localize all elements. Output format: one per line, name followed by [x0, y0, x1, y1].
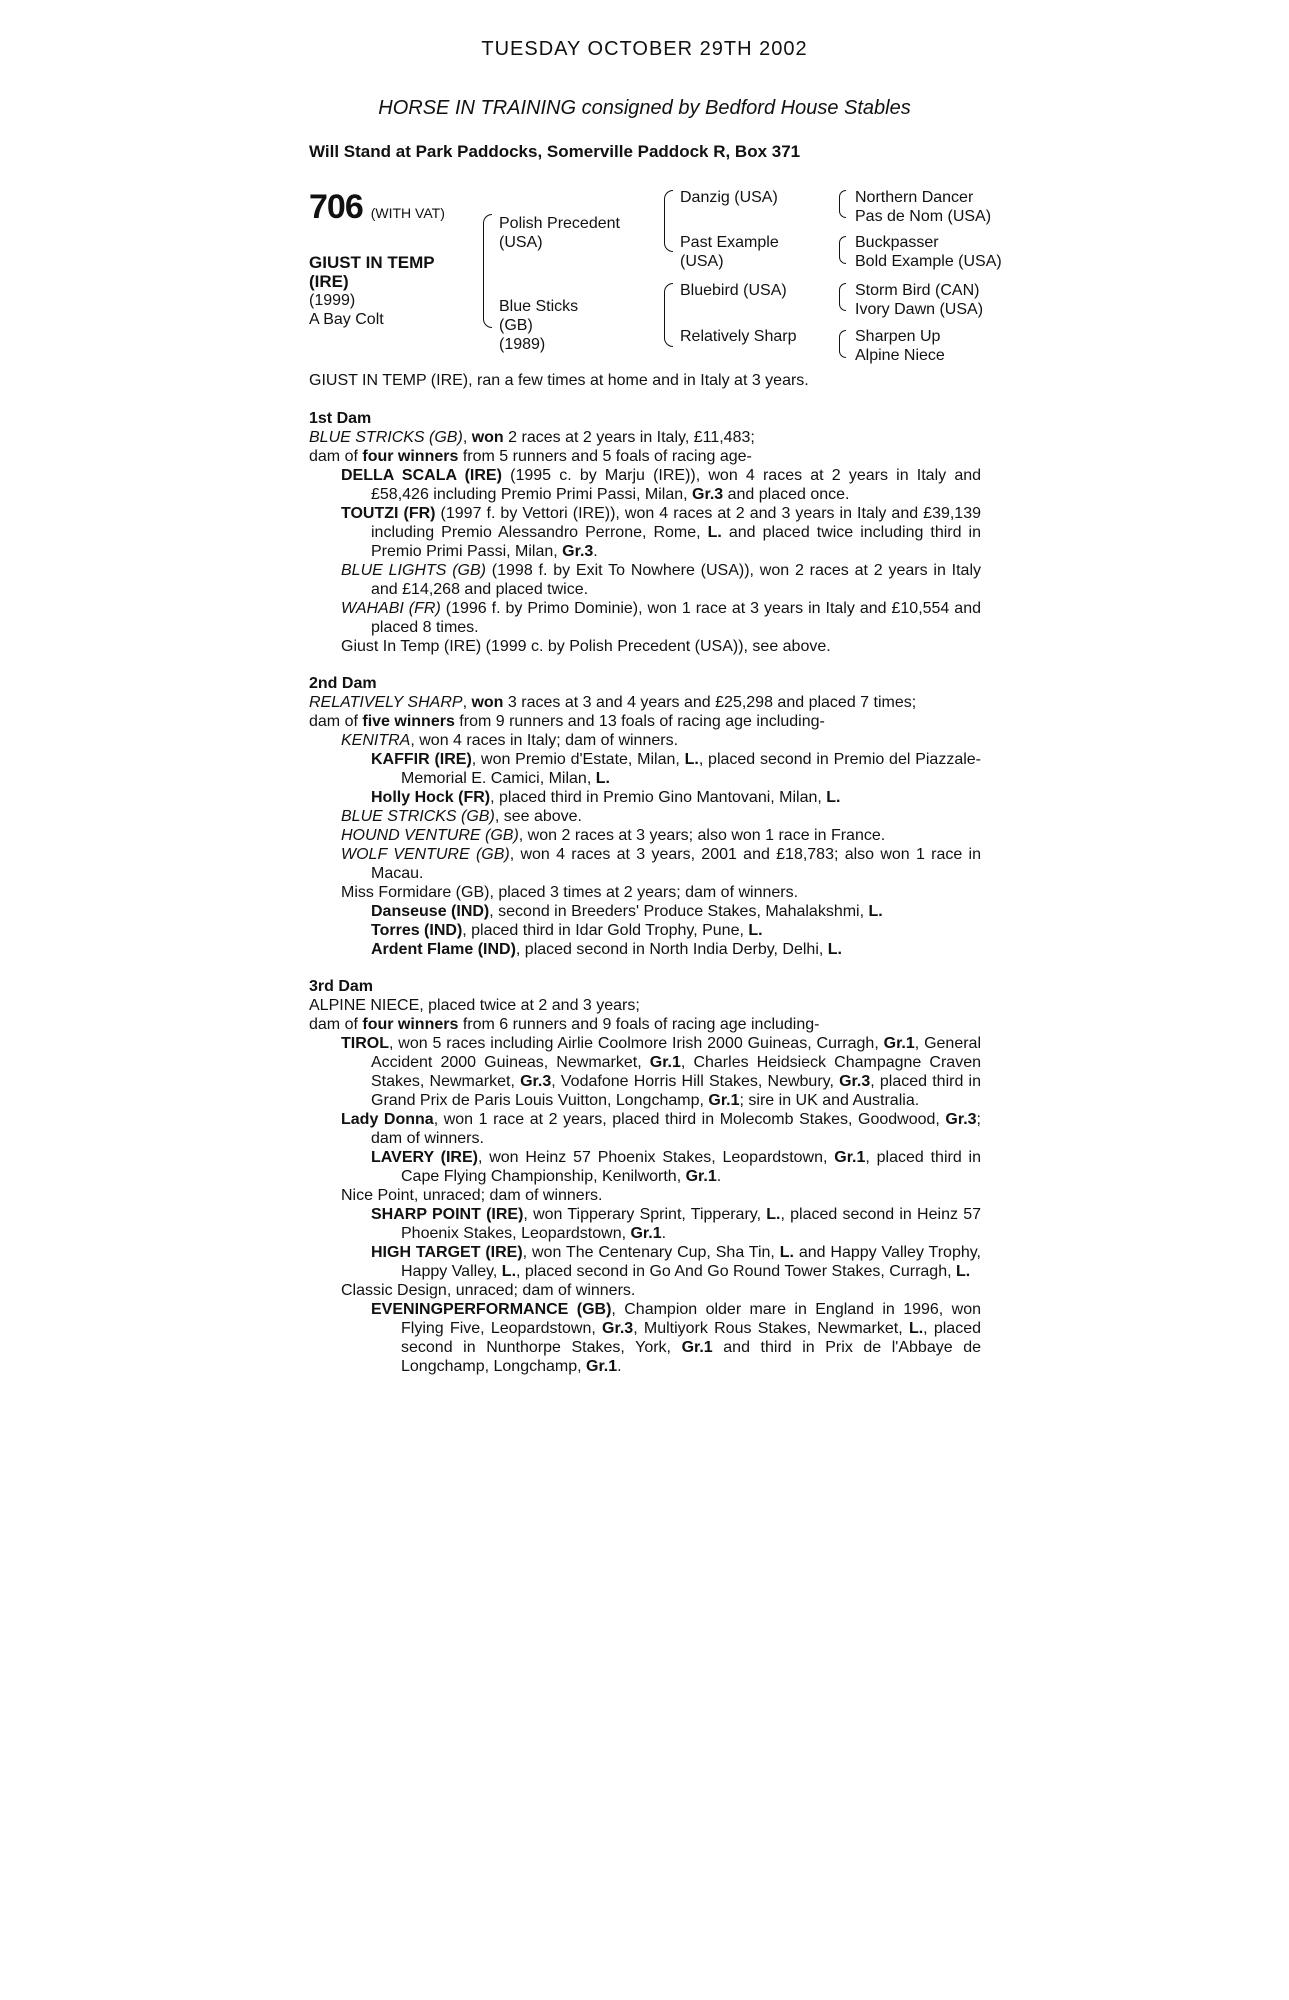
text: (1995 c. by Marju (IRE)), won 4 races at 2 years in Italy and £58,426 including Premio Primi Passi, Milan, [371, 467, 982, 503]
sire-dam-country: (USA) [680, 253, 724, 270]
produce-entry [309, 1148, 981, 1186]
produce-entry [309, 466, 981, 504]
second-dam-heading: 2nd Dam [309, 675, 377, 692]
text: , placed second in North India Derby, Delhi, [515, 941, 828, 958]
text: , placed third in Idar Gold Trophy, Pune, [462, 922, 749, 939]
text: , Multiyork Rous Stakes, Newmarket, [633, 1320, 909, 1337]
grade: Gr.1 [630, 1225, 662, 1242]
grade: L. [826, 789, 841, 806]
pedigree-sire-sire: Danzig (USA) [680, 189, 778, 206]
pedigree-dam [499, 297, 578, 354]
consignment-line: HORSE IN TRAINING consigned by Bedford House Stables [378, 97, 911, 119]
grade: L. [684, 751, 699, 768]
horse-name: GIUST IN TEMP [309, 253, 435, 272]
text: Classic Design, unraced; dam of winners. [341, 1282, 636, 1299]
progeny-name: Lady Donna [341, 1111, 434, 1128]
first-dam-heading: 1st Dam [309, 410, 372, 427]
text: ; sire in UK and Australia. [739, 1092, 920, 1109]
text: , Charles Heidsieck Champagne Craven Stakes, Newmarket, [371, 1054, 981, 1090]
horse-identity [309, 253, 469, 329]
second-dam-record: RELATIVELY SHARP, won 3 races at 3 and 4 years and £25,298 and placed 7 times; [309, 694, 917, 711]
won-label: won [471, 429, 504, 446]
grade: Gr.3 [945, 1111, 977, 1128]
text: and Happy Valley Trophy, Happy Valley, [401, 1244, 981, 1280]
produce-entry [309, 599, 981, 637]
text: . [661, 1225, 667, 1242]
text: . [593, 543, 598, 560]
lot-number: 706 [309, 188, 363, 226]
progeny-name: HOUND VENTURE (GB) [341, 827, 519, 844]
second-dam-produce [309, 712, 981, 731]
second-dam-section [309, 674, 981, 959]
produce-entry [309, 1034, 981, 1110]
pedigree-dss: Storm Bird (CAN) [855, 282, 980, 299]
pedigree-sire-dam [680, 233, 779, 271]
grade: L. [955, 1263, 971, 1280]
text: , won 2 races at 3 years; also won 1 race in France. [518, 827, 886, 844]
grade: Gr.3 [692, 486, 724, 503]
progeny-name: LAVERY (IRE) [371, 1149, 478, 1166]
text: , won Heinz 57 Phoenix Stakes, Leopardstown, [477, 1149, 835, 1166]
pedigree-brace-dam [664, 283, 673, 347]
grade: Gr.1 [834, 1149, 866, 1166]
pedigree-ssd: Pas de Nom (USA) [855, 208, 992, 225]
grade: Gr.1 [685, 1168, 717, 1185]
text: , won 1 race at 2 years, placed third in Molecomb Stakes, Goodwood, [433, 1111, 946, 1128]
winners-count: four winners [362, 448, 459, 465]
progeny-name: KENITRA [341, 732, 411, 749]
text: , placed second in Nunthorpe Stakes, York, [401, 1320, 981, 1356]
progeny-name: BLUE STRICKS (GB) [341, 808, 495, 825]
produce-entry [309, 731, 981, 750]
text: Giust In Temp (IRE) (1999 c. by Polish Precedent (USA)), see above. [341, 638, 831, 655]
text: Nice Point, unraced; dam of winners. [341, 1187, 603, 1204]
text: dam of [309, 713, 363, 730]
text: , won Premio d'Estate, Milan, [471, 751, 685, 768]
produce-entry [309, 826, 981, 845]
text: , won The Centenary Cup, Sha Tin, [522, 1244, 780, 1261]
grade: Gr.3 [839, 1073, 871, 1090]
pedigree-dam-dam: Relatively Sharp [680, 328, 797, 345]
produce-entry [309, 845, 981, 883]
pedigree-brace-sire [664, 190, 673, 252]
produce-entry [309, 902, 981, 921]
pedigree-ddd: Alpine Niece [855, 347, 945, 364]
grade: L. [827, 941, 842, 958]
first-dam-section [309, 409, 981, 656]
won-label: won [471, 694, 504, 711]
sire-country: (USA) [499, 234, 543, 251]
vat-note: (WITH VAT) [370, 205, 445, 221]
progeny-name: Ardent Flame (IND) [371, 941, 516, 958]
grade: Gr.1 [708, 1092, 740, 1109]
produce-entry [309, 1243, 981, 1281]
text: , placed second in Heinz 57 Phoenix Stakes, Leopardstown, [401, 1206, 981, 1242]
text: from 5 runners and 5 foals of racing age- [458, 448, 752, 465]
produce-entry [309, 750, 981, 788]
third-dam-produce [309, 1015, 981, 1034]
third-dam-heading: 3rd Dam [309, 978, 374, 995]
grade: L. [766, 1206, 781, 1223]
progeny-name: SHARP POINT (IRE) [371, 1206, 524, 1223]
grade: L. [779, 1244, 794, 1261]
produce-entry [309, 921, 981, 940]
progeny-name: HIGH TARGET (IRE) [371, 1244, 523, 1261]
produce-entry [309, 504, 981, 561]
grade: L. [868, 903, 883, 920]
horse-description: A Bay Colt [309, 311, 384, 328]
pedigree-brace-main [483, 214, 492, 328]
first-dam-record: BLUE STRICKS (GB), won 2 races at 2 years in Italy, £11,483; [309, 429, 755, 446]
progeny-name: Holly Hock (FR) [371, 789, 491, 806]
text: (1998 f. by Exit To Nowhere (USA)), won 2 races at 2 years in Italy and £14,268 and placed twice. [371, 562, 982, 598]
dam-name: RELATIVELY SHARP [309, 694, 463, 711]
text: dam of [309, 448, 363, 465]
horse-country: (IRE) [309, 272, 349, 291]
grade: L. [908, 1320, 924, 1337]
produce-entry [309, 1205, 981, 1243]
dam-name: Blue Sticks [499, 298, 579, 315]
grade: L. [595, 770, 610, 787]
progeny-name: WAHABI (FR) [341, 600, 441, 617]
progeny-name: BLUE LIGHTS (GB) [341, 562, 486, 579]
grade: Gr.1 [681, 1339, 713, 1356]
stand-location: Will Stand at Park Paddocks, Somerville Paddock R, Box 371 [309, 142, 801, 161]
text: , see above. [494, 808, 582, 825]
pedigree-sss: Northern Dancer [855, 189, 974, 206]
sale-date: TUESDAY OCTOBER 29TH 2002 [481, 38, 808, 60]
text: , placed second in Premio del Piazzale-Memorial E. Camici, Milan, [401, 751, 982, 787]
text: ; dam of winners. [371, 1111, 981, 1147]
progeny-name: TOUTZI (FR) [341, 505, 436, 522]
progeny-name: Torres (IND) [371, 922, 463, 939]
record-text: 2 races at 2 years in Italy, £11,483; [503, 429, 755, 446]
progeny-name: Danseuse (IND) [371, 903, 490, 920]
text: . [617, 1358, 622, 1375]
pedigree-sds: Buckpasser [855, 234, 939, 251]
text: and third in Prix de l'Abbaye de Longchamp, Longchamp, [401, 1339, 981, 1375]
dam-name: BLUE STRICKS (GB) [309, 429, 463, 446]
produce-entry [309, 883, 981, 902]
winners-count: five winners [362, 713, 455, 730]
grade: L. [707, 524, 722, 541]
sire-dam-name: Past Example [680, 234, 779, 251]
text: , General Accident 2000 Guineas, Newmarket, [371, 1035, 981, 1071]
lot-number-block [309, 188, 445, 227]
text: Miss Formidare (GB), placed 3 times at 2 years; dam of winners. [341, 884, 799, 901]
pedigree-dsd: Ivory Dawn (USA) [855, 301, 984, 318]
first-dam-produce [309, 447, 981, 466]
grade: Gr.1 [883, 1035, 915, 1052]
text: (1996 f. by Primo Dominie), won 1 race at 3 years in Italy and £10,554 and placed 8 times. [371, 600, 981, 636]
text: and placed once. [723, 486, 850, 503]
grade: Gr.1 [586, 1358, 618, 1375]
produce-entry [309, 1281, 981, 1300]
text: (1997 f. by Vettori (IRE)), won 4 races at 2 and 3 years in Italy and £39,139 including Premio Alessandro Perrone, Rome, [371, 505, 981, 541]
dam-country: (GB) [499, 317, 533, 334]
text: , second in Breeders' Produce Stakes, Mahalakshmi, [489, 903, 869, 920]
pedigree-brace-dd [839, 330, 846, 358]
produce-entry [309, 561, 981, 599]
horse-summary: GIUST IN TEMP (IRE), ran a few times at home and in Italy at 3 years. [309, 372, 809, 389]
text: , placed third in Premio Gino Mantovani, Milan, [490, 789, 827, 806]
progeny-name: KAFFIR (IRE) [371, 751, 472, 768]
text: , placed third in Grand Prix de Paris Louis Vuitton, Longchamp, [371, 1073, 981, 1109]
produce-entry [309, 940, 981, 959]
pedigree-brace-sd [839, 236, 846, 264]
produce-entry [309, 637, 981, 656]
winners-count: four winners [362, 1016, 459, 1033]
produce-entry [309, 1300, 981, 1376]
progeny-name: TIROL [341, 1035, 389, 1052]
text: and placed twice including third in Premio Primi Passi, Milan, [371, 524, 981, 560]
text: , placed third in Cape Flying Championship, Kenilworth, [401, 1149, 981, 1185]
third-dam-section [309, 977, 981, 1376]
sire-name: Polish Precedent [499, 215, 620, 232]
pedigree-brace-ss [839, 190, 846, 218]
pedigree-dds: Sharpen Up [855, 328, 941, 345]
grade: L. [748, 922, 763, 939]
text: , won 4 races at 3 years, 2001 and £18,783; also won 1 race in Macau. [371, 846, 981, 882]
pedigree-dam-sire: Bluebird (USA) [680, 282, 787, 299]
dam-year: (1989) [499, 336, 546, 353]
third-dam-record: ALPINE NIECE, placed twice at 2 and 3 years; [309, 997, 640, 1014]
produce-entry [309, 1186, 981, 1205]
grade: Gr.1 [649, 1054, 681, 1071]
grade: Gr.3 [562, 543, 594, 560]
grade: Gr.3 [602, 1320, 634, 1337]
text: , won 4 races in Italy; dam of winners. [410, 732, 679, 749]
text: . [716, 1168, 722, 1185]
produce-entry [309, 807, 981, 826]
progeny-name: WOLF VENTURE (GB) [341, 846, 510, 863]
text: , won Tipperary Sprint, Tipperary, [523, 1206, 767, 1223]
text: , placed second in Go And Go Round Tower Stakes, Curragh, [516, 1263, 956, 1280]
produce-entry [309, 1110, 981, 1148]
text: dam of [309, 1016, 363, 1033]
text: , Vodafone Horris Hill Stakes, Newbury, [551, 1073, 840, 1090]
text: , won 5 races including Airlie Coolmore Irish 2000 Guineas, Curragh, [389, 1035, 884, 1052]
produce-entry [309, 788, 981, 807]
progeny-name: DELLA SCALA (IRE) [341, 467, 502, 484]
pedigree-sdd: Bold Example (USA) [855, 253, 1002, 270]
text: from 6 runners and 9 foals of racing age including- [458, 1016, 820, 1033]
grade: L. [501, 1263, 517, 1280]
progeny-name: EVENINGPERFORMANCE (GB) [371, 1301, 612, 1318]
pedigree-sire [499, 214, 620, 252]
text: 3 races at 3 and 4 years and £25,298 and placed 7 times; [503, 694, 917, 711]
horse-year: (1999) [309, 292, 356, 309]
pedigree-brace-ds [839, 283, 846, 311]
grade: Gr.3 [520, 1073, 552, 1090]
text: from 9 runners and 13 foals of racing age including- [454, 713, 825, 730]
text: , Champion older mare in England in 1996, won Flying Five, Leopardstown, [401, 1301, 982, 1337]
